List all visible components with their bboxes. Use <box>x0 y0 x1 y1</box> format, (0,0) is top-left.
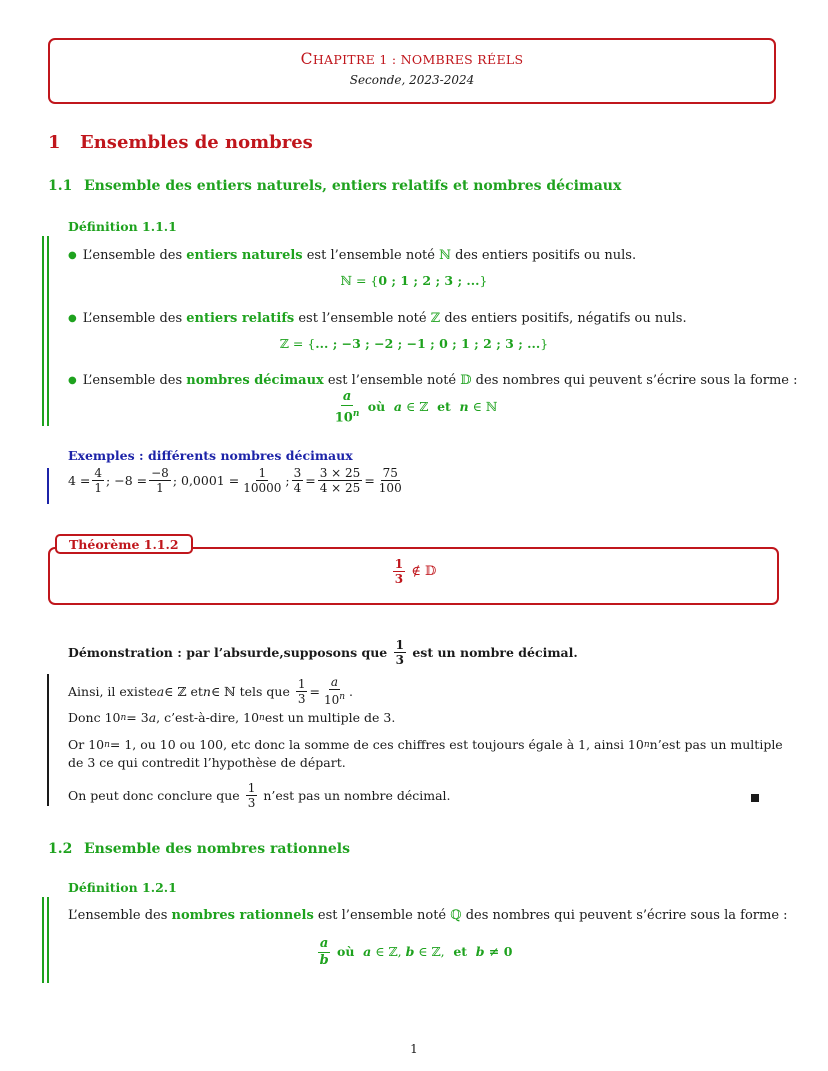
demonstration-title: Démonstration : par l’absurde,supposons que $\frac{1}{3}$ est un nombre décimal. <box>68 638 578 667</box>
chapter-title-box <box>48 38 776 104</box>
page-number: 1 <box>410 1042 418 1056</box>
definition-bar <box>42 236 44 426</box>
examples-line: 4 = $\frac{4}{1}$ ; −8 = $\frac{-8}{1}$ ; 0,0001 = $\frac{1}{10000}$ ; $\frac{3}{4}$ = $\frac{3 \times 25}{4 \times 25}$ = $\frac{75}{100}$ <box>68 466 402 495</box>
subsection-heading-1-2: 1.2 Ensemble des nombres rationnels <box>48 841 350 857</box>
bullet-icon: ● <box>68 375 77 386</box>
examples-bar <box>47 468 49 504</box>
examples-title: Exemples : différents nombres décimaux <box>68 448 353 463</box>
rational-fraction: $\frac{a}{b}$ <box>319 936 329 968</box>
definition-item-decimaux: ● L’ensemble des nombres décimaux est l’ensemble noté 𝔻 des nombres qui peuvent s’écrire sous la forme : <box>68 373 798 388</box>
demo-line-2: Donc 10 n = 3 a , c’est-à-dire, 10 n est un multiple de 3. <box>68 710 396 725</box>
chapter-subtitle: Seconde, 2023-2024 <box>349 73 475 87</box>
decimal-form: $\frac{a}{10^n}$ où a ∈ ℤ et n ∈ ℕ <box>334 389 498 426</box>
demo-line-4: de 3 ce qui contredit l’hypothèse de départ. <box>68 755 346 770</box>
definition-item-naturels: ● L’ensemble des entiers naturels est l’ensemble noté ℕ des entiers positifs ou nuls. <box>68 248 637 263</box>
theorem-title: Théorème 1.1.2 <box>55 534 193 554</box>
definition-item-relatifs: ● L’ensemble des entiers relatifs est l’ensemble noté ℤ des entiers positifs, négatifs ou nuls. <box>68 311 687 326</box>
definition-bar-1-2-1 <box>42 897 44 983</box>
set-naturels: ℕ = {0 ; 1 ; 2 ; 3 ; ...} <box>340 273 488 288</box>
decimal-fraction: $\frac{a}{10^n}$ <box>334 389 360 426</box>
subsection-heading-1-1: 1.1 Ensemble des entiers naturels, entiers relatifs et nombres décimaux <box>48 178 622 194</box>
bullet-icon: ● <box>68 313 77 324</box>
bullet-icon: ● <box>68 250 77 261</box>
set-relatifs: ℤ = {... ; −3 ; −2 ; −1 ; 0 ; 1 ; 2 ; 3 ; ...} <box>279 336 549 351</box>
definition-title: Définition 1.1.1 <box>68 219 177 234</box>
demo-line-5: On peut donc conclure que $\frac{1}{3}$ n’est pas un nombre décimal. <box>68 781 451 810</box>
demo-line-1: Ainsi, il existe a ∈ ℤ et n ∈ ℕ tels que $\frac{1}{3}$ = $\frac{a}{10^n}$ . <box>68 675 354 707</box>
demo-line-3: Or 10 n = 1, ou 10 ou 100, etc donc la somme de ces chiffres est toujours égale à 1, ainsi 10 n n’est pas un multiple <box>68 737 783 752</box>
section-heading: 1 Ensembles de nombres <box>48 132 313 153</box>
qed-square-icon <box>751 794 759 802</box>
chapter-title: CHAPITRE 1 : NOMBRES RÉELS <box>300 50 524 68</box>
demonstration-bar <box>47 674 49 806</box>
definition-title-1-2-1: Définition 1.2.1 <box>68 880 177 895</box>
theorem-statement: $\frac{1}{3}$ ∉ 𝔻 <box>394 557 437 586</box>
definition-rationnels: L’ensemble des nombres rationnels est l’ensemble noté ℚ des nombres qui peuvent s’écrire sous la forme : <box>68 908 788 923</box>
rational-form: $\frac{a}{b}$ où a ∈ ℤ, b ∈ ℤ, et b ≠ 0 <box>319 936 513 968</box>
